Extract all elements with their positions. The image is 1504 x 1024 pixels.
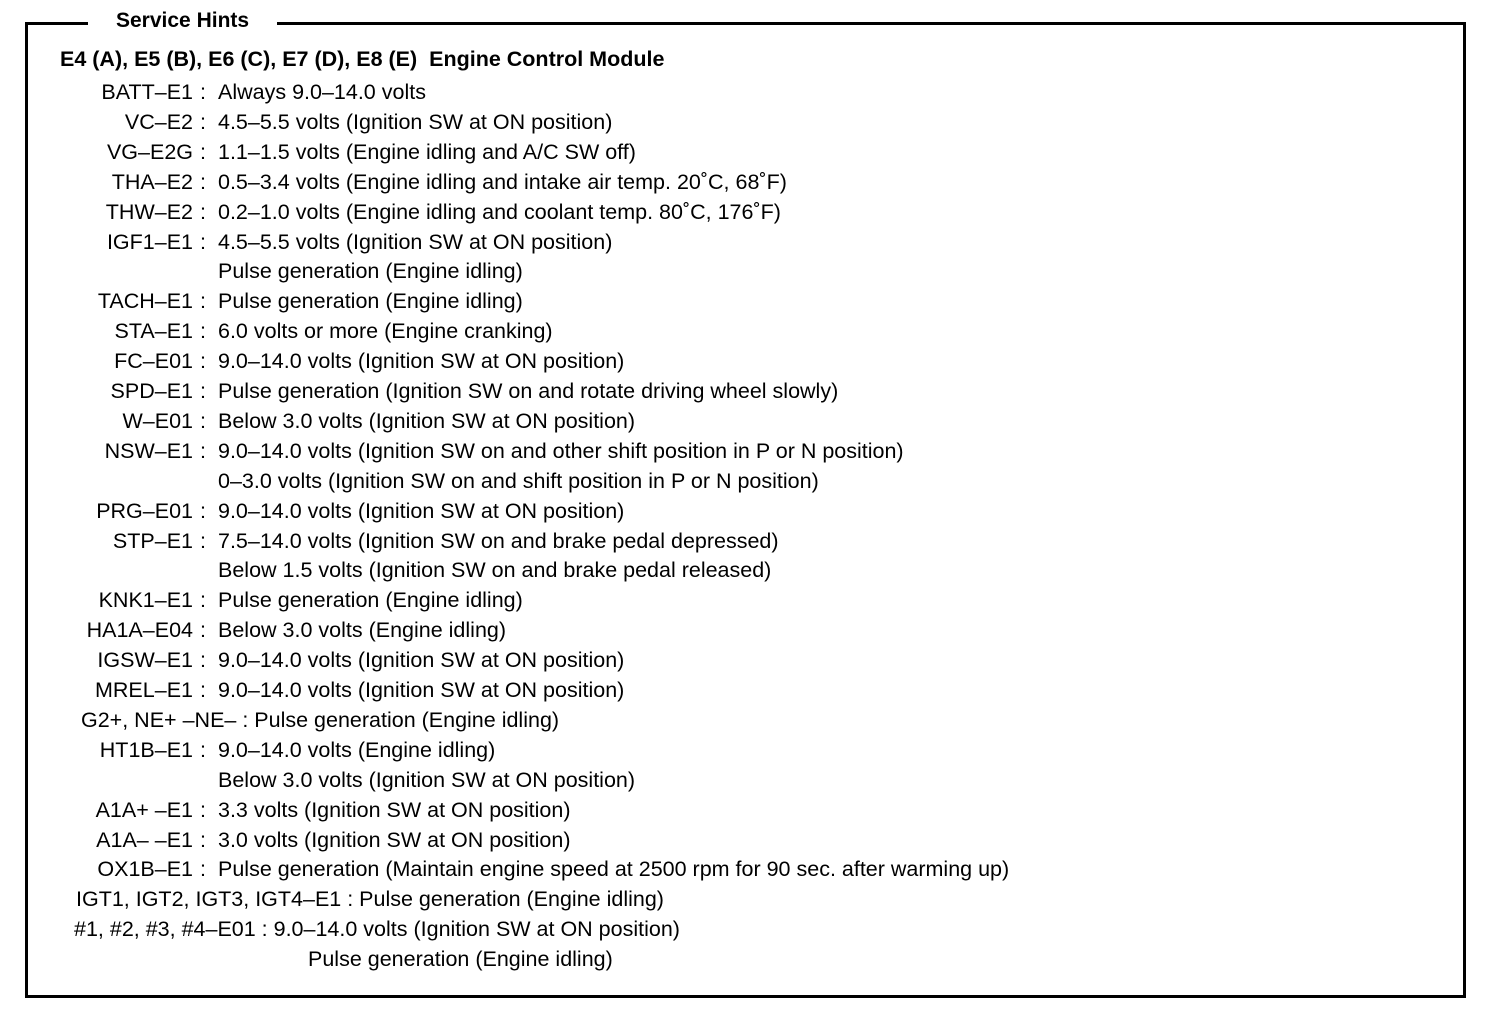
terminal-label: W–E01 (122, 408, 193, 433)
hint-row (0, 825, 1400, 855)
separator-colon: : (200, 857, 206, 882)
hint-row (0, 77, 1400, 107)
hint-row (0, 227, 1400, 257)
terminal-label: SPD–E1 (110, 379, 193, 403)
hint-row (0, 735, 1400, 765)
hint-row (0, 615, 1400, 645)
hint-description: Pulse generation (Engine idling) (218, 588, 523, 613)
terminal-label: THA–E2 (111, 169, 193, 194)
terminal-label: A1A+ –E1 (95, 797, 193, 822)
hint-description: Pulse generation (Engine idling) (218, 289, 523, 314)
hint-description: 0–3.0 volts (Ignition SW on and shift position in P or N position) (218, 468, 819, 493)
terminal-label: IGF1–E1 (106, 229, 193, 254)
separator-colon: : (200, 438, 206, 463)
terminal-label: VC–E2 (124, 109, 193, 134)
hint-description: 9.0–14.0 volts (Ignition SW at ON position) (218, 678, 625, 702)
terminal-label: FC–E01 (114, 349, 193, 374)
separator-colon: : (200, 588, 206, 613)
hint-row (0, 854, 1400, 884)
hint-row (0, 107, 1400, 137)
separator-colon: : (200, 379, 206, 403)
hint-description: Pulse generation (Ignition SW on and rotate driving wheel slowly) (218, 379, 839, 403)
separator-colon: : (200, 199, 206, 224)
hint-row (0, 137, 1400, 167)
hint-description: 9.0–14.0 volts (Ignition SW at ON position) (218, 648, 625, 673)
separator-colon: : (200, 289, 206, 314)
hint-row (0, 466, 1400, 496)
terminal-label: A1A– –E1 (96, 827, 193, 852)
hint-row (0, 645, 1400, 675)
hint-description: Below 3.0 volts (Engine idling) (218, 618, 507, 643)
hint-description: 9.0–14.0 volts (Engine idling) (218, 737, 496, 762)
separator-colon: : (200, 408, 206, 433)
hint-description: 4.5–5.5 volts (Ignition SW at ON position) (218, 109, 613, 134)
hint-row-inline: #1, #2, #3, #4–E01 : 9.0–14.0 volts (Ignition SW at ON position) (74, 917, 680, 942)
terminal-label: THW–E2 (105, 199, 193, 224)
hint-description: 7.5–14.0 volts (Ignition SW on and brake pedal depressed) (218, 528, 779, 553)
hint-row-inline: G2+, NE+ –NE– : Pulse generation (Engine idling) (81, 707, 560, 732)
separator-colon: : (200, 319, 206, 344)
separator-colon: : (200, 797, 206, 822)
hint-description: 9.0–14.0 volts (Ignition SW at ON position) (218, 349, 625, 374)
hint-row (0, 496, 1400, 526)
hint-description: Below 3.0 volts (Ignition SW at ON position) (218, 767, 636, 792)
hint-row (0, 197, 1400, 227)
separator-colon: : (200, 169, 206, 194)
separator-colon: : (200, 229, 206, 254)
hint-description: Always 9.0–14.0 volts (218, 80, 426, 104)
terminal-label: MREL–E1 (95, 678, 193, 702)
hint-row-inline: IGT1, IGT2, IGT3, IGT4–E1 : Pulse generation (Engine idling) (76, 887, 664, 912)
separator-colon: : (200, 349, 206, 374)
hint-description: Pulse generation (Engine idling) (218, 259, 523, 284)
terminal-label: BATT–E1 (101, 80, 193, 104)
hint-row (0, 167, 1400, 197)
hint-row (0, 675, 1400, 705)
terminal-label: HA1A–E04 (86, 618, 193, 643)
hint-description: 9.0–14.0 volts (Ignition SW on and other shift position in P or N position) (218, 438, 904, 463)
terminal-label: PRG–E01 (96, 498, 193, 523)
hint-row (0, 256, 1400, 286)
terminal-label: KNK1–E1 (98, 588, 193, 613)
terminal-label: STA–E1 (114, 319, 193, 344)
hint-description: Pulse generation (Maintain engine speed at 2500 rpm for 90 sec. after warming up) (218, 857, 1010, 882)
hint-row (0, 346, 1400, 376)
hint-row (0, 436, 1400, 466)
terminal-label: VG–E2G (106, 139, 193, 164)
hint-row (0, 795, 1400, 825)
hint-description: 3.3 volts (Ignition SW at ON position) (218, 797, 571, 822)
terminal-label: OX1B–E1 (97, 857, 193, 882)
separator-colon: : (200, 678, 206, 702)
section-title: Service Hints (88, 7, 277, 35)
hint-row (0, 555, 1400, 585)
separator-colon: : (200, 80, 206, 104)
hint-row (0, 526, 1400, 556)
hint-description: Below 1.5 volts (Ignition SW on and brake pedal released) (218, 558, 772, 583)
heading: E4 (A), E5 (B), E6 (C), E7 (D), E8 (E) Engine Control Module (60, 47, 665, 71)
hint-row (0, 316, 1400, 346)
hint-row (0, 286, 1400, 316)
hint-description: 3.0 volts (Ignition SW at ON position) (218, 827, 571, 852)
separator-colon: : (200, 498, 206, 523)
terminal-label: NSW–E1 (104, 438, 193, 463)
hint-row (0, 406, 1400, 436)
hint-row-inline: Pulse generation (Engine idling) (308, 947, 613, 972)
separator-colon: : (200, 618, 206, 643)
terminal-label: HT1B–E1 (99, 737, 193, 762)
hint-description: 6.0 volts or more (Engine cranking) (218, 319, 553, 344)
terminal-label: STP–E1 (112, 528, 193, 553)
separator-colon: : (200, 528, 206, 553)
separator-colon: : (200, 827, 206, 852)
separator-colon: : (200, 109, 206, 134)
hint-description: 4.5–5.5 volts (Ignition SW at ON position) (218, 229, 613, 254)
hint-description: 9.0–14.0 volts (Ignition SW at ON position) (218, 498, 625, 523)
hint-description: 0.5–3.4 volts (Engine idling and intake air temp. 20˚C, 68˚F) (218, 169, 787, 194)
separator-colon: : (200, 737, 206, 762)
terminal-label: TACH–E1 (97, 289, 193, 314)
hint-description: Below 3.0 volts (Ignition SW at ON position) (218, 408, 636, 433)
hint-row (0, 376, 1400, 406)
hint-description: 0.2–1.0 volts (Engine idling and coolant temp. 80˚C, 176˚F) (218, 199, 781, 224)
hint-description: 1.1–1.5 volts (Engine idling and A/C SW off) (218, 139, 636, 164)
hint-row (0, 585, 1400, 615)
hint-row (0, 765, 1400, 795)
separator-colon: : (200, 648, 206, 673)
terminal-label: IGSW–E1 (97, 648, 193, 673)
separator-colon: : (200, 139, 206, 164)
